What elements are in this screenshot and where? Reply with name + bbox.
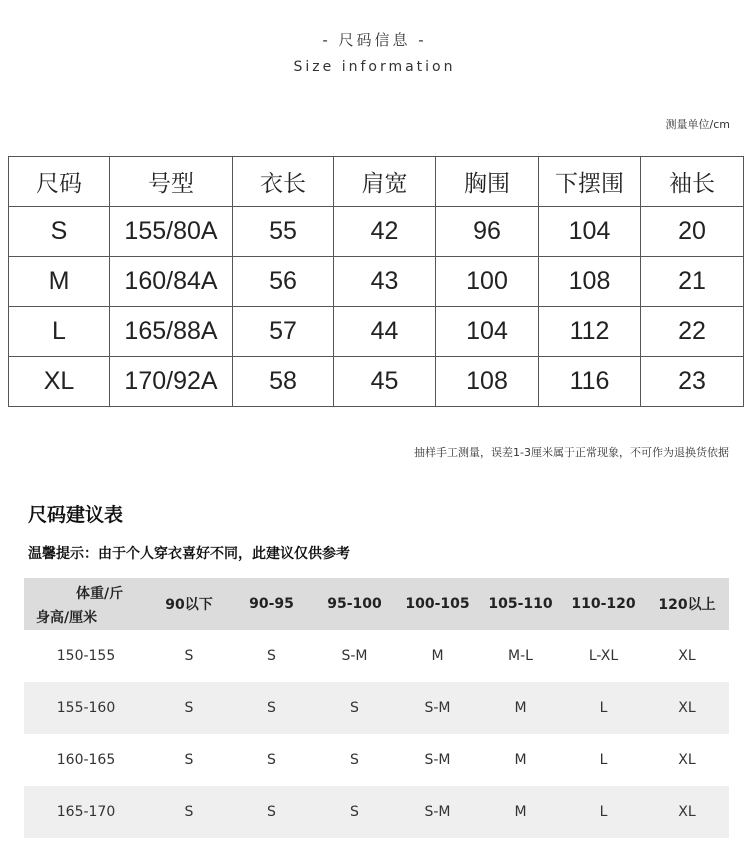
recommend-row <box>24 734 729 786</box>
unit-note: 测量单位/cm <box>665 118 730 131</box>
recommend-cell: S <box>350 752 359 768</box>
size-cell: 116 <box>539 357 641 407</box>
recommend-cell: M <box>479 786 562 838</box>
recommend-cell: S-M <box>424 752 451 768</box>
size-header-cell: 号型 <box>110 157 233 207</box>
size-header-cell: 下摆围 <box>539 157 641 207</box>
recommend-cell: XL <box>645 786 729 838</box>
size-cell: L <box>9 307 110 357</box>
size-table-row <box>9 357 744 407</box>
size-cell: S <box>9 207 110 257</box>
size-cell: 42 <box>334 207 436 257</box>
weight-header-cell: 95-100 <box>313 578 396 630</box>
size-header-cell: 袖长 <box>641 157 744 207</box>
size-cell: 57 <box>233 307 334 357</box>
size-header-cell: 衣长 <box>233 157 334 207</box>
recommend-cell: M <box>431 648 444 664</box>
size-cell: 160/84A <box>110 257 233 307</box>
size-cell: 104 <box>436 307 539 357</box>
size-cell: M <box>9 257 110 307</box>
weight-axis-label: 体重/斤 <box>76 586 124 602</box>
size-recommendation-table <box>24 578 729 838</box>
size-cell: 170/92A <box>110 357 233 407</box>
size-cell: 58 <box>233 357 334 407</box>
recommend-cell: L <box>562 786 645 838</box>
weight-header-cell: 110-120 <box>562 578 645 630</box>
recommend-row <box>24 682 729 734</box>
recommend-cell: L <box>599 752 608 768</box>
recommend-cell: S <box>148 682 230 734</box>
recommend-row <box>24 630 729 682</box>
size-cell: 20 <box>641 207 744 257</box>
size-cell: XL <box>9 357 110 407</box>
size-cell: 43 <box>334 257 436 307</box>
recommend-cell: S <box>184 648 194 664</box>
recommend-cell: S <box>267 752 276 768</box>
size-cell: 108 <box>539 257 641 307</box>
recommend-cell: S <box>230 786 313 838</box>
recommend-header-row <box>24 578 729 630</box>
size-cell: 23 <box>641 357 744 407</box>
size-cell: 56 <box>233 257 334 307</box>
size-table-header-row <box>9 157 744 207</box>
height-range-cell: 165-170 <box>24 786 148 838</box>
corner-header <box>24 578 148 630</box>
size-table-row <box>9 257 744 307</box>
size-cell: 100 <box>436 257 539 307</box>
recommend-cell: S-M <box>396 682 479 734</box>
size-cell: 55 <box>233 207 334 257</box>
section-title: - 尺码信息 - <box>322 31 427 49</box>
size-cell: 104 <box>539 207 641 257</box>
weight-header-cell: 90以下 <box>148 578 230 630</box>
recommend-cell: XL <box>678 752 696 768</box>
recommend-cell: L-XL <box>588 648 619 664</box>
height-range-cell: 150-155 <box>56 648 116 664</box>
recommend-cell: S <box>267 648 276 664</box>
size-cell: 21 <box>641 257 744 307</box>
size-cell: 155/80A <box>110 207 233 257</box>
size-table-row <box>9 207 744 257</box>
size-cell: 44 <box>334 307 436 357</box>
weight-header-cell: 90-95 <box>230 578 313 630</box>
section-subtitle: Size information <box>293 59 456 75</box>
recommend-cell: S <box>184 752 194 768</box>
recommend-cell: S <box>313 682 396 734</box>
recommend-cell: S-M <box>341 648 368 664</box>
recommend-cell: XL <box>678 648 696 664</box>
recommend-cell: S-M <box>396 786 479 838</box>
size-header-cell: 胸围 <box>436 157 539 207</box>
recommend-cell: S <box>148 786 230 838</box>
size-cell: 112 <box>539 307 641 357</box>
size-cell: 45 <box>334 357 436 407</box>
size-cell: 22 <box>641 307 744 357</box>
weight-header-cell: 105-110 <box>479 578 562 630</box>
size-cell: 165/88A <box>110 307 233 357</box>
recommend-title: 尺码建议表 <box>28 504 124 526</box>
recommend-cell: S <box>313 786 396 838</box>
size-header-cell: 肩宽 <box>334 157 436 207</box>
size-table-row <box>9 307 744 357</box>
recommend-tip: 温馨提示：由于个人穿衣喜好不同，此建议仅供参考 <box>28 546 350 562</box>
height-range-cell: 155-160 <box>24 682 148 734</box>
weight-header-cell: 120以上 <box>645 578 729 630</box>
height-range-cell: 160-165 <box>56 752 116 768</box>
size-table <box>8 156 744 407</box>
height-axis-label: 身高/厘米 <box>36 610 98 626</box>
recommend-cell: M <box>479 682 562 734</box>
measurement-disclaimer: 抽样手工测量，误差1-3厘米属于正常现象，不可作为退换货依据 <box>414 446 729 459</box>
recommend-cell: S <box>230 682 313 734</box>
size-header-cell: 尺码 <box>9 157 110 207</box>
recommend-cell: M <box>514 752 527 768</box>
weight-header-cell: 100-105 <box>396 578 479 630</box>
recommend-row <box>24 786 729 838</box>
recommend-cell: XL <box>645 682 729 734</box>
size-cell: 108 <box>436 357 539 407</box>
size-cell: 96 <box>436 207 539 257</box>
recommend-cell: L <box>562 682 645 734</box>
recommend-cell: M-L <box>508 648 533 664</box>
